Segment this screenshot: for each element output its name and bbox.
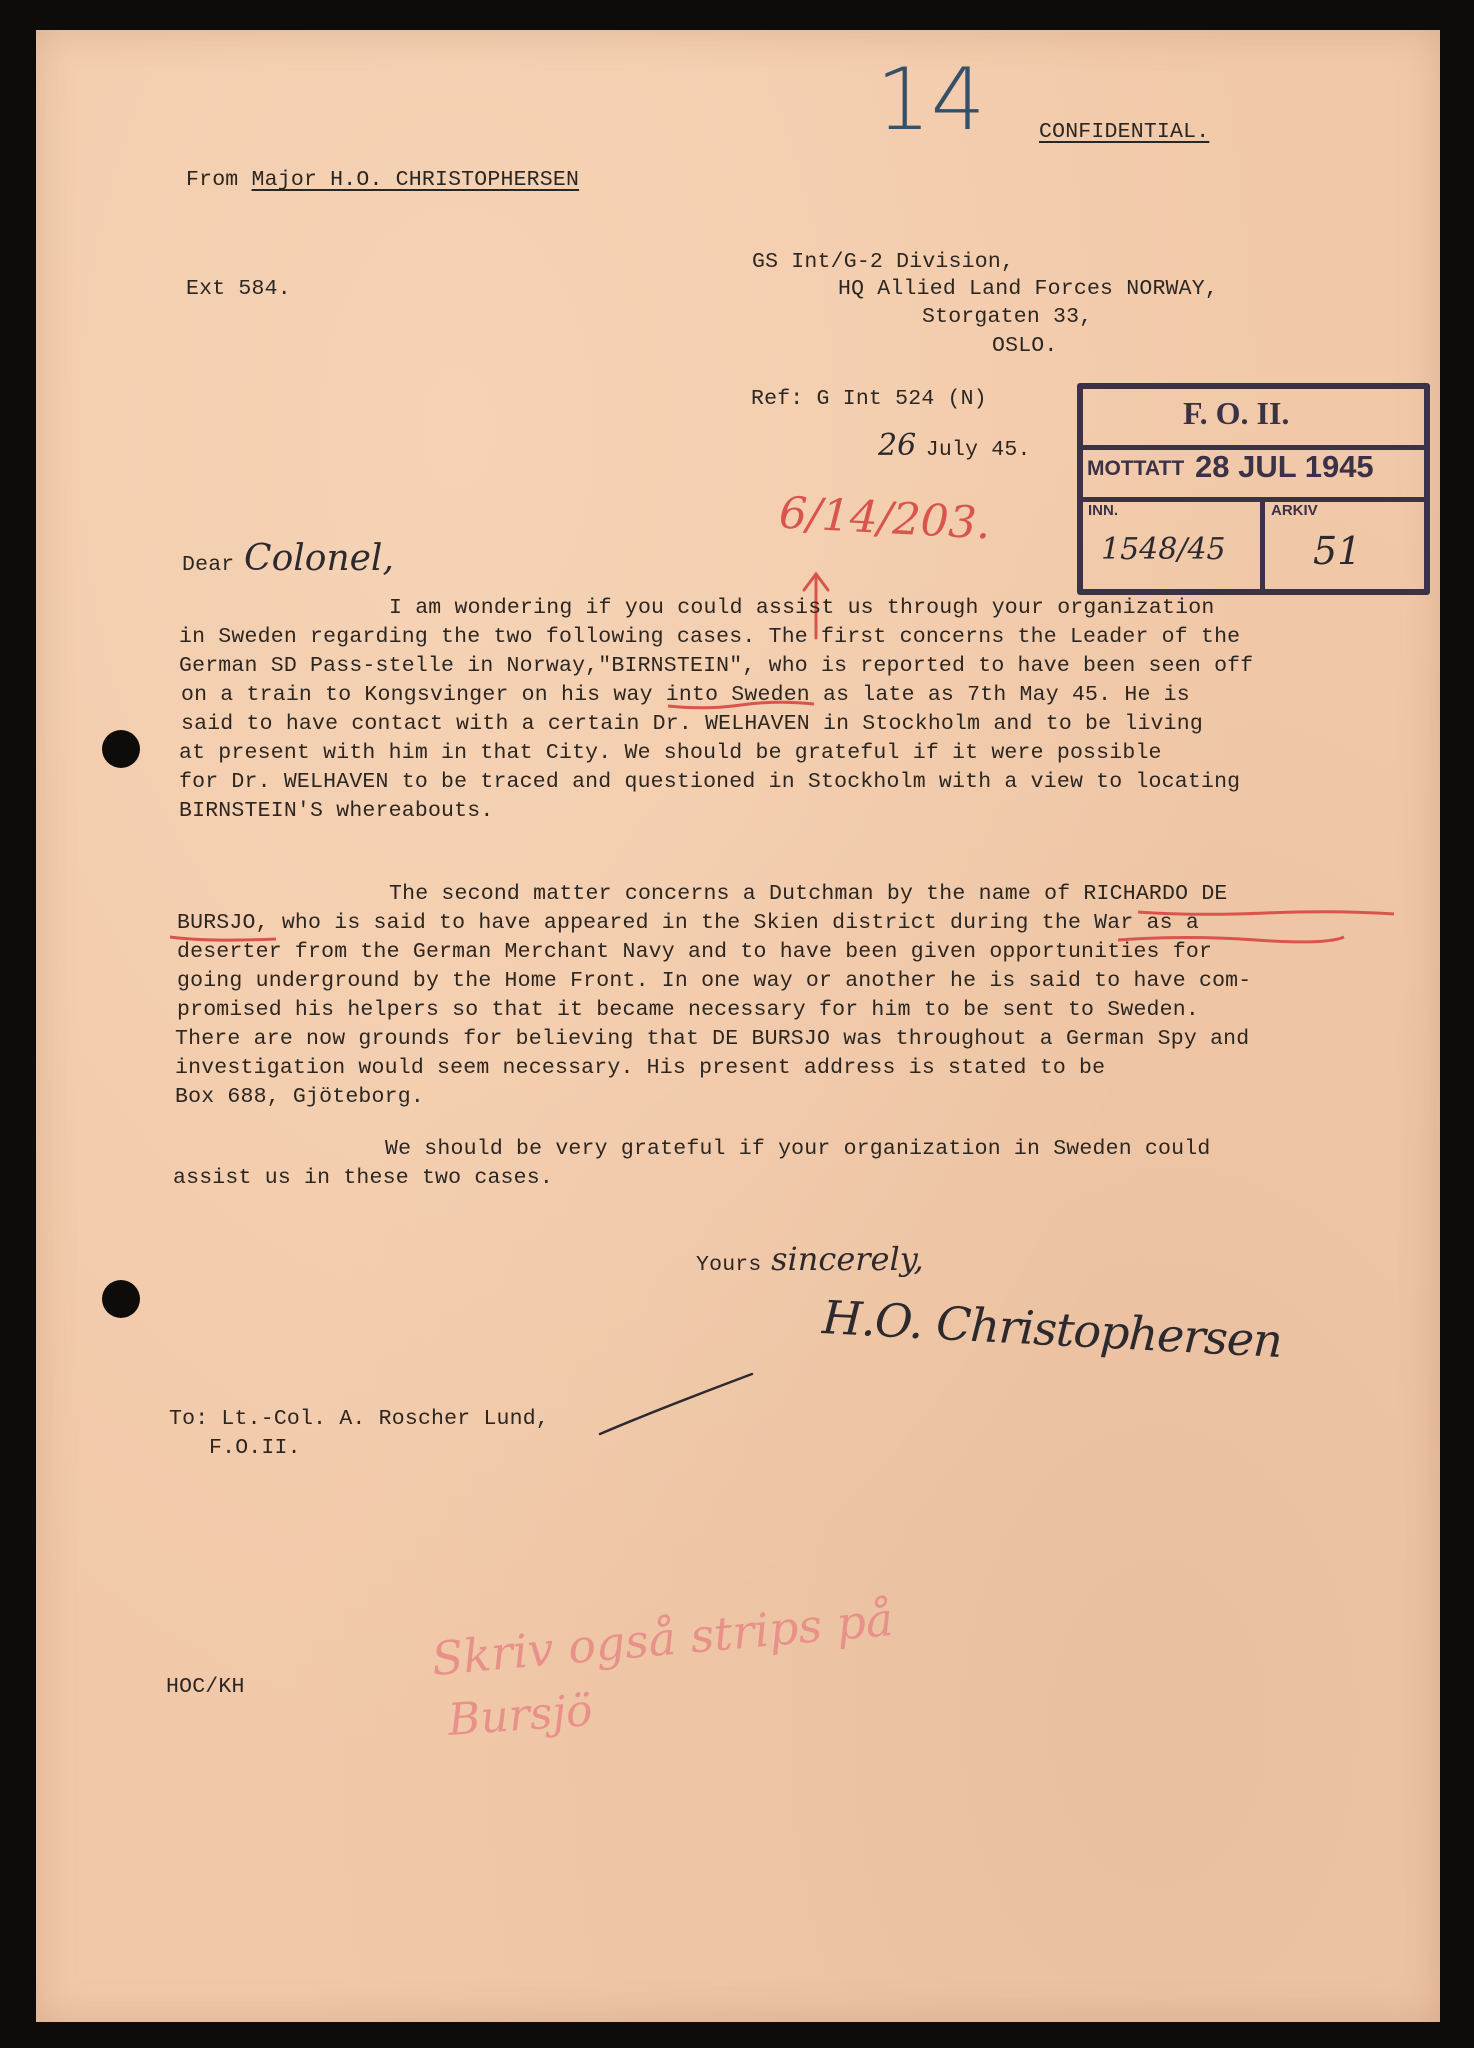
stamp-arkiv-label: ARKIV [1271,502,1318,519]
paragraph-3-line: assist us in these two cases. [173,1166,553,1190]
paragraph-1-line: for Dr. WELHAVEN to be traced and questioned in Stockholm with a view to locating [179,770,1241,794]
punch-hole-bottom [102,1280,140,1318]
paragraph-1-line: on a train to Kongsvinger on his way into Sweden as late as 7th May 45. He is [181,683,1190,707]
closing-handwritten: sincerely, [771,1240,924,1278]
stamp-received-date: 28 JUL 1945 [1195,449,1374,484]
address-line-2: HQ Allied Land Forces NORWAY, [838,277,1218,301]
bursjo-underline [168,932,278,946]
handwritten-note-line-1: Skriv også strips på [429,1591,896,1687]
extension: Ext 584. [186,277,291,301]
punch-hole-top [102,730,140,768]
date-day-handwritten: 26 [878,428,917,463]
address-line-4: OSLO. [992,334,1058,358]
classification-label: CONFIDENTIAL. [1039,120,1210,144]
signature: H.O. Christophersen [820,1289,1284,1369]
paragraph-2-line: Box 688, Gjöteborg. [175,1085,424,1109]
stamp-received-label: MOTTATT [1087,457,1185,480]
address-line-3: Storgaten 33, [922,305,1093,329]
closing-typed: Yours [696,1253,762,1277]
salutation-typed: Dear [182,553,235,577]
salutation [182,538,394,580]
reference: Ref: G Int 524 (N) [751,387,987,411]
received-stamp [1077,383,1430,595]
paragraph-2-line: The second matter concerns a Dutchman by the name of RICHARDO DE [389,882,1228,906]
page-number: 14 [876,50,986,150]
recipient-line-2: F.O.II. [209,1436,301,1460]
paragraph-1-line: said to have contact with a certain Dr. WELHAVEN in Stockholm and to be living [181,712,1203,736]
richardo-underline [1136,906,1396,920]
salutation-handwritten: Colonel, [244,538,394,579]
stamp-inn-number: 1548/45 [1101,532,1226,567]
war-underline [1116,932,1346,946]
paragraph-1-line: German SD Pass-stelle in Norway,"BIRNSTEIN", who is reported to have been seen off [179,654,1254,678]
paragraph-1-line: in Sweden regarding the two following cases. The first concerns the Leader of the [179,625,1241,649]
handwritten-note-line-2: Bursjö [446,1685,595,1746]
paragraph-2-line: BURSJO, who is said to have appeared in the Skien district during the War as a [177,911,1199,935]
paragraph-1-line: at present with him in that City. We should be grateful if it were possible [179,741,1162,765]
paragraph-2-line: promised his helpers so that it became necessary for him to be sent to Sweden. [177,998,1199,1022]
file-annotation: 6/14/203. [777,487,992,550]
paragraph-2-line: There are now grounds for believing that DE BURSJO was throughout a German Spy and [175,1027,1250,1051]
paragraph-3 [173,1135,1211,1193]
paragraph-2-line: investigation would seem necessary. His present address is stated to be [175,1056,1106,1080]
paragraph-1-line: BIRNSTEIN'S whereabouts. [179,799,494,823]
paragraph-3-line: We should be very grateful if your organization in Sweden could [385,1137,1211,1161]
stamp-divider [1260,497,1265,589]
stamp-arkiv-number: 51 [1313,529,1362,573]
from-line [186,166,579,195]
letter-sheet [36,30,1440,2022]
paragraph-2-line: going underground by the Home Front. In one way or another he is said to have com- [177,969,1252,993]
birnstein-underline [666,698,816,712]
stamp-top-row [1083,389,1424,450]
date-typed: July 45. [925,438,1031,462]
from-prefix: From [186,168,239,192]
from-name: Major H.O. CHRISTOPHERSEN [251,168,580,192]
date [878,428,1031,465]
address-line-1: GS Int/G-2 Division, [752,250,1015,274]
paragraph-2 [173,880,1252,1112]
stamp-middle-row [1083,445,1424,502]
typist-initials: HOC/KH [166,1675,245,1699]
recipient-pen-stroke [596,1370,756,1440]
paragraph-1-line: I am wondering if you could assist us through your organization [389,596,1215,620]
stamp-office: F. O. II. [1183,395,1290,431]
recipient-line-1: To: Lt.-Col. A. Roscher Lund, [169,1407,549,1431]
stamp-inn-label: INN. [1088,502,1118,519]
closing [696,1240,924,1280]
paragraph-2-line: deserter from the German Merchant Navy and to have been given opportunities for [177,940,1213,964]
